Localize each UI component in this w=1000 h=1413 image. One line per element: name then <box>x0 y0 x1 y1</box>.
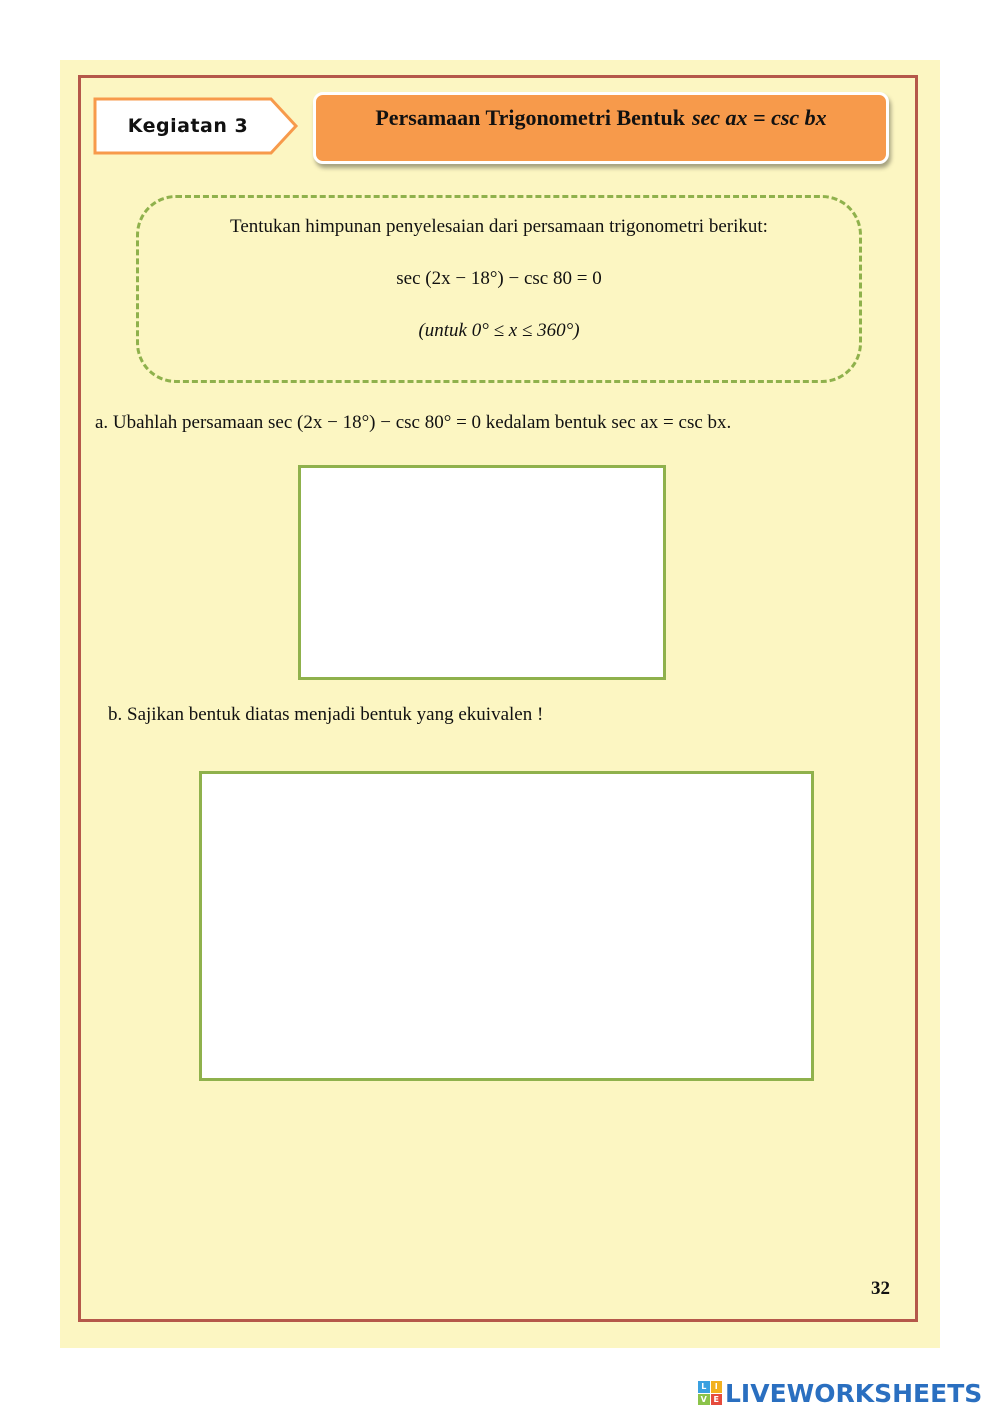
question-a: a. Ubahlah persamaan sec (2x − 18°) − csc 80° = 0 kedalam bentuk sec ax = csc bx. <box>95 412 732 433</box>
answer-box-a[interactable] <box>298 465 666 680</box>
title-text: Persamaan Trigonometri Bentuk <box>375 105 685 130</box>
brand-logo-icon <box>698 1381 722 1405</box>
title-math: sec ax = csc bx <box>691 105 827 130</box>
brand-name: LIVEWORKSHEETS <box>725 1378 983 1408</box>
logo-letter: E <box>711 1394 723 1406</box>
logo-letter: I <box>711 1381 723 1393</box>
activity-tag-label: Kegiatan 3 <box>127 115 249 137</box>
page-number: 32 <box>871 1278 890 1299</box>
logo-letter: L <box>698 1381 710 1393</box>
instruction-equation: sec (2x − 18°) − csc 80 = 0 <box>396 268 602 289</box>
instruction-domain: (untuk 0° ≤ x ≤ 360°) <box>418 320 580 341</box>
activity-tag <box>93 97 299 155</box>
instruction-box <box>136 195 862 383</box>
logo-letter: V <box>698 1394 710 1406</box>
brand-watermark <box>698 1378 982 1408</box>
instruction-prompt: Tentukan himpunan penyelesaian dari persamaan trigonometri berikut: <box>230 216 768 237</box>
answer-box-b[interactable] <box>199 771 814 1081</box>
question-b: b. Sajikan bentuk diatas menjadi bentuk yang ekuivalen ! <box>108 704 544 725</box>
page-title <box>313 92 889 164</box>
